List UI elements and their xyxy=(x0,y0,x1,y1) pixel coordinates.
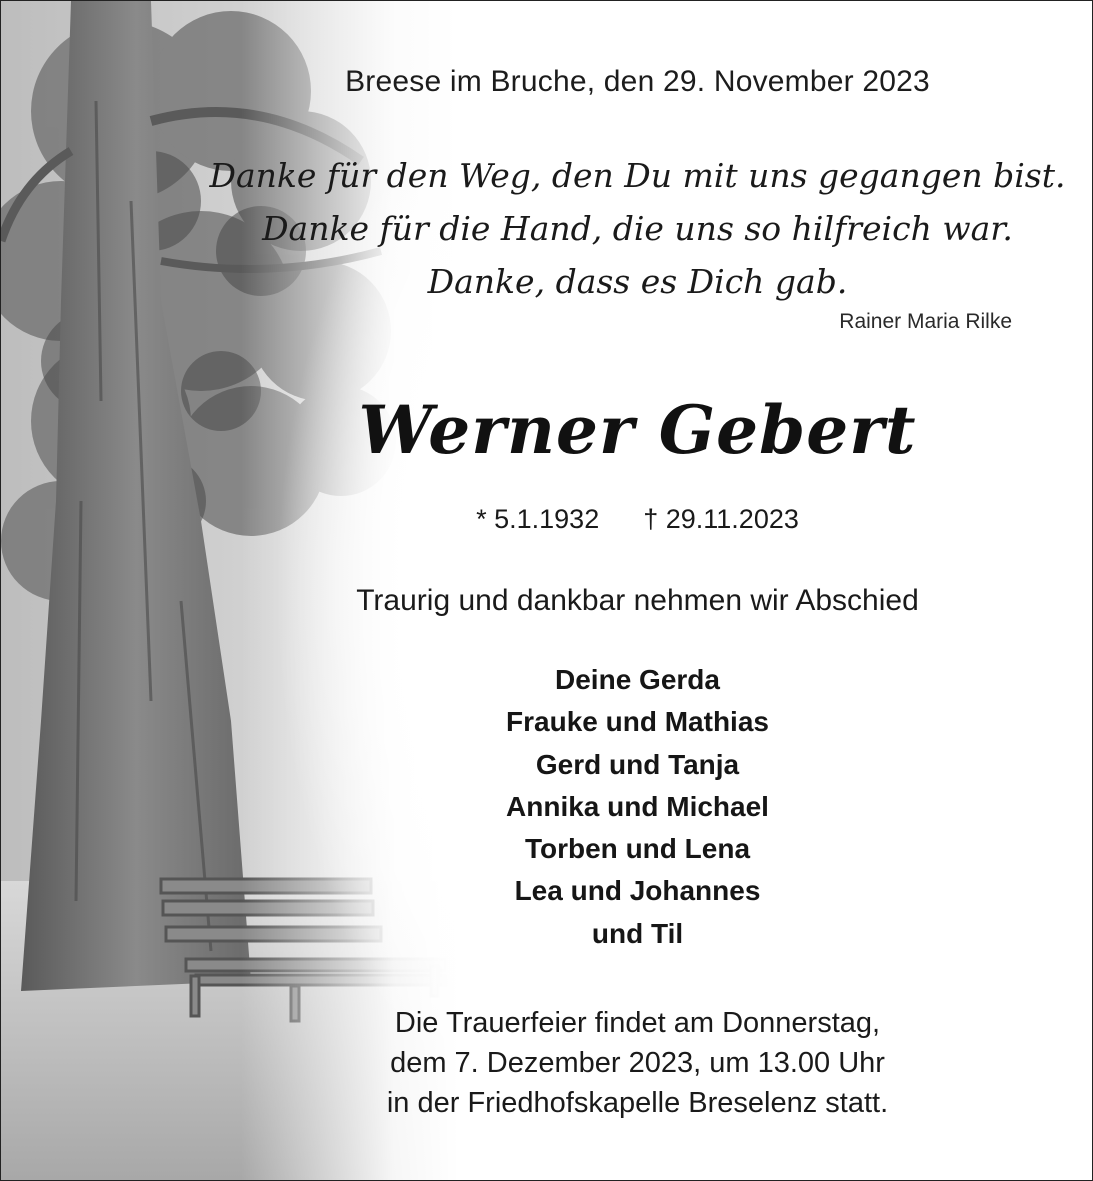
poem-line: Danke, dass es Dich gab. xyxy=(427,262,848,301)
mourner-name: Annika und Michael xyxy=(506,790,769,822)
service-line: dem 7. Dezember 2023, um 13.00 Uhr xyxy=(390,1047,885,1079)
mourner-name: Torben und Lena xyxy=(524,833,751,865)
mourner-name: Lea und Johannes xyxy=(514,875,761,907)
death-date: † 29.11.2023 xyxy=(643,504,799,534)
place-date-line: Breese im Bruche, den 29. November 2023 xyxy=(345,65,930,98)
farewell-line: Traurig und dankbar nehmen wir Abschied xyxy=(356,584,919,617)
mourners-list xyxy=(201,659,1074,955)
poem xyxy=(201,149,1074,308)
mourner-name: Deine Gerda xyxy=(555,664,720,695)
mourner-name: und Til xyxy=(591,917,684,949)
birth-date: * 5.1.1932 xyxy=(476,504,600,534)
poem-line: Danke für den Weg, den Du mit uns gegangen bist. xyxy=(209,156,1066,195)
life-dates xyxy=(201,504,1074,535)
poem-author: Rainer Maria Rilke xyxy=(839,310,1012,333)
service-line: Die Trauerfeier findet am Donnerstag, xyxy=(394,1007,881,1039)
mourner-name: Gerd und Tanja xyxy=(535,748,740,780)
poem-line: Danke für die Hand, die uns so hilfreich war. xyxy=(262,209,1013,248)
mourner-name: Frauke und Mathias xyxy=(506,706,769,738)
service-line: in der Friedhofskapelle Breselenz statt. xyxy=(386,1087,889,1119)
deceased-name: Werner Gebert xyxy=(358,391,917,469)
service-details xyxy=(201,1003,1074,1123)
